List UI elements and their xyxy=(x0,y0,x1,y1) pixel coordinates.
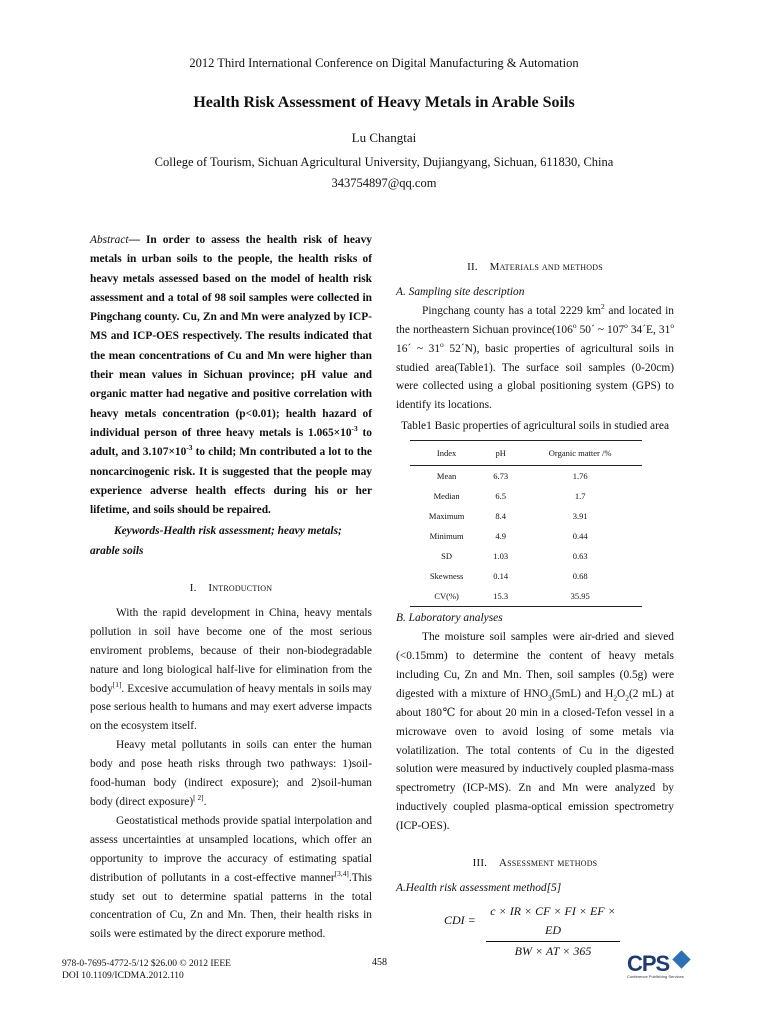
table-cell: 35.95 xyxy=(518,586,642,607)
table-cell: 8.4 xyxy=(495,511,507,522)
table-header-cell: Organic matter /% xyxy=(518,441,642,466)
table-cell: Skewness xyxy=(429,571,464,582)
table-cell: Median xyxy=(433,491,460,502)
section-heading-introduction xyxy=(90,579,372,598)
table-cell: 4.9 xyxy=(495,531,507,542)
left-column xyxy=(90,231,372,944)
abstract xyxy=(90,231,372,520)
abstract-label: Abstract xyxy=(90,234,129,246)
text-run: (5mL) and H xyxy=(551,687,614,700)
section-title: Introduction xyxy=(208,582,273,595)
footer-publication-info xyxy=(62,958,231,982)
intro-p3-text-b: .This study set out to determine spatial patterns in the total concentration of Cu, Zn and Mn. Then, their health risks in soils were estimated by the direct exporure method. xyxy=(90,871,372,941)
citation: [1] xyxy=(112,679,122,689)
subsection-heading-risk-method: A.Health risk assessment method[5] xyxy=(396,881,562,894)
formula-fraction xyxy=(486,902,620,961)
table-caption: Table1 Basic properties of agricultural soils in studied area xyxy=(400,420,670,433)
abstract-text-2: to adult, and 3.107×10 xyxy=(90,426,372,459)
abstract-text-3: to child; Mn contributed a lot to the noncarcinogenic risk. It is suggested that the people may experience adverse health effects during his or her lifetime, and soils should be repaired. xyxy=(90,446,372,517)
conference-name: 2012 Third International Conference on Digital Manufacturing & Automation xyxy=(189,56,579,70)
table-row xyxy=(410,566,642,586)
table-row xyxy=(410,526,642,546)
table-cell: 15.3 xyxy=(483,586,518,607)
table-cell: 6.5 xyxy=(495,491,507,502)
table-cell: 3.91 xyxy=(572,511,588,522)
intro-p1-text-a: With the rapid development in China, heavy mentals pollution in soil have become one of the most serious enviroment problems, because of their non-biodegradable nature and long biological half-live for elimination from the body xyxy=(90,606,372,695)
intro-paragraph-2 xyxy=(90,736,372,812)
footer-doi: DOI 10.1109/ICDMA.2012.110 xyxy=(62,971,184,981)
section-number: II. xyxy=(467,261,478,273)
table-cell: CV(%) xyxy=(410,586,483,607)
abstract-dash: — xyxy=(128,234,140,246)
formula-denominator: BW × AT × 365 xyxy=(514,943,592,958)
degree-mark: o xyxy=(440,339,444,349)
table-cell: 1.7 xyxy=(574,491,586,502)
intro-paragraph-3 xyxy=(90,812,372,944)
superscript: 2 xyxy=(601,302,605,312)
table-cell: 0.44 xyxy=(572,531,588,542)
formula-numerator: c × IR × CF × FI × EF × ED xyxy=(486,902,620,942)
degree-mark: o xyxy=(624,320,628,330)
text-run: 52´N), basic properties of agricultural soils in studied area(Table1). The surface soil samples (0-20cm) were collected using a global positioning system (GPS) to identify its locations. xyxy=(396,342,674,412)
intro-p1-text-b: . Excesive accumulation of heavy mentals in soils may pose serious health to humans and may exert adverse impacts on the ecosystem itself. xyxy=(90,682,372,733)
table-header-cell: Index xyxy=(410,441,483,466)
table-row xyxy=(410,546,642,566)
page-number: 458 xyxy=(372,957,387,968)
intro-p3-text-a: Geostatistical methods provide spatial interpolation and assess uncertainties at unsampled locations, which offer an opportunity to improve the accuracy of estimating spatial distribution of pollutants in a cost-effective manner xyxy=(90,814,372,884)
abstract-exponent-2: -3 xyxy=(186,443,193,453)
abstract-text-1: In order to assess the health risk of heavy metals in urban soils to the people, the health risks of heavy metals assessed based on the model of health risk assessment and a total of 98 soil samples were collected in Pingchang county. Cu, Zn and Mn were analyzed by ICP-MS and ICP-OES respectively. The results indicated that the mean concentrations of Cu and Mn were higher than their mean values in Sichuan province; pH value and organic matter had negative and positive correlation with heavy metals concentration (p<0.01); health hazard of individual person of three heavy metals is 1.065×10 xyxy=(90,234,372,439)
citation: [ 2] xyxy=(193,793,204,803)
table-header-cell: pH xyxy=(483,441,518,466)
intro-p2-text-a: Heavy metal pollutants in soils can enter the human body and pose heath risks through two pathways: 1)soil-food-human body (indirect exposure); and 2)soil-human body (direct exposure) xyxy=(90,739,372,809)
section-title: Materials and methods xyxy=(489,261,603,273)
citation: [3,4] xyxy=(334,868,349,878)
section-title: Assessment methods xyxy=(499,857,598,870)
table-row xyxy=(410,466,642,487)
section-number: III. xyxy=(472,857,488,870)
text-run: (2 mL) at about 180℃ for about 20 min in a closed-Tefon vessel in a microwave oven to avoid losing of some metals via volatilization. The total contents of Cu in the digested solution were measured by inductively coupled plasma-mass spectrometry (ICP-MS). Zn and Mn were analyzed by inductively coupled plasma-optical emission spectrometry (ICP-OES). xyxy=(396,687,674,833)
text-run: 34´E, 31 xyxy=(627,323,671,336)
cps-logo xyxy=(627,948,693,982)
table-row xyxy=(410,486,642,506)
table-cell: SD xyxy=(441,551,453,562)
logo-subtitle: Conference Publishing Services xyxy=(627,974,684,979)
table-cell: Maximum xyxy=(428,511,465,522)
text-run: 50´ ~ 107 xyxy=(576,323,625,336)
table-cell: 6.73 xyxy=(493,471,509,482)
table-cell: 1.76 xyxy=(572,471,588,482)
diamond-icon xyxy=(672,950,690,968)
section-heading-methods xyxy=(396,258,674,277)
table-cell: 0.63 xyxy=(572,551,588,562)
subscript: 3 xyxy=(548,693,552,703)
footer-isbn: 978-0-7695-4772-5/12 $26.00 © 2012 IEEE xyxy=(62,959,231,969)
paper-title: Health Risk Assessment of Heavy Metals in Arable Soils xyxy=(193,94,575,111)
subsection-heading-sampling: A. Sampling site description xyxy=(396,285,525,298)
section-number: I. xyxy=(189,582,197,595)
table-cell: 0.68 xyxy=(572,571,588,582)
keywords: Keywords-Health risk assessment; heavy metals; arable soils xyxy=(90,525,342,557)
author-email: 343754897@qq.com xyxy=(331,176,437,190)
table-cell: 1.03 xyxy=(493,551,509,562)
laboratory-paragraph xyxy=(396,628,674,836)
logo-text: CPS xyxy=(627,951,670,976)
intro-paragraph-1 xyxy=(90,604,372,736)
degree-mark: o xyxy=(572,320,577,330)
table-row xyxy=(410,586,642,607)
abstract-exponent-1: -3 xyxy=(351,424,358,434)
text-run: O xyxy=(617,687,626,700)
text-run: The moisture soil samples were air-dried and sieved (<0.15mm) to determine the content of heavy metals including Cu, Zn and Mn. Then, soil samples (0.5g) were digested with a mixture of HNO xyxy=(396,631,674,700)
author-affiliation: College of Tourism, Sichuan Agricultural University, Dujiangyang, Sichuan, 611830, China xyxy=(154,155,614,169)
degree-mark: o xyxy=(670,320,675,330)
table-row xyxy=(410,506,642,526)
subscript: 2 xyxy=(613,693,618,703)
text-run: 16´ ~ 31 xyxy=(396,342,441,355)
soil-properties-table xyxy=(410,440,642,607)
section-heading-assessment xyxy=(396,854,674,873)
sampling-paragraph xyxy=(396,302,674,415)
table-cell: Minimum xyxy=(429,531,464,542)
table-cell: 0.14 xyxy=(493,571,509,582)
author-name: Lu Changtai xyxy=(351,130,417,145)
text-run: and located in the northeastern Sichuan province(106 xyxy=(396,304,674,336)
text-run: Pingchang county has a total 2229 km xyxy=(422,304,602,317)
subsection-heading-laboratory: B. Laboratory analyses xyxy=(396,612,503,625)
subscript: 2 xyxy=(625,693,629,703)
formula-lhs: CDI = xyxy=(444,912,476,927)
table-header-row xyxy=(410,441,642,466)
intro-p2-text-b: . xyxy=(203,796,207,809)
table-cell: Mean xyxy=(436,471,457,482)
